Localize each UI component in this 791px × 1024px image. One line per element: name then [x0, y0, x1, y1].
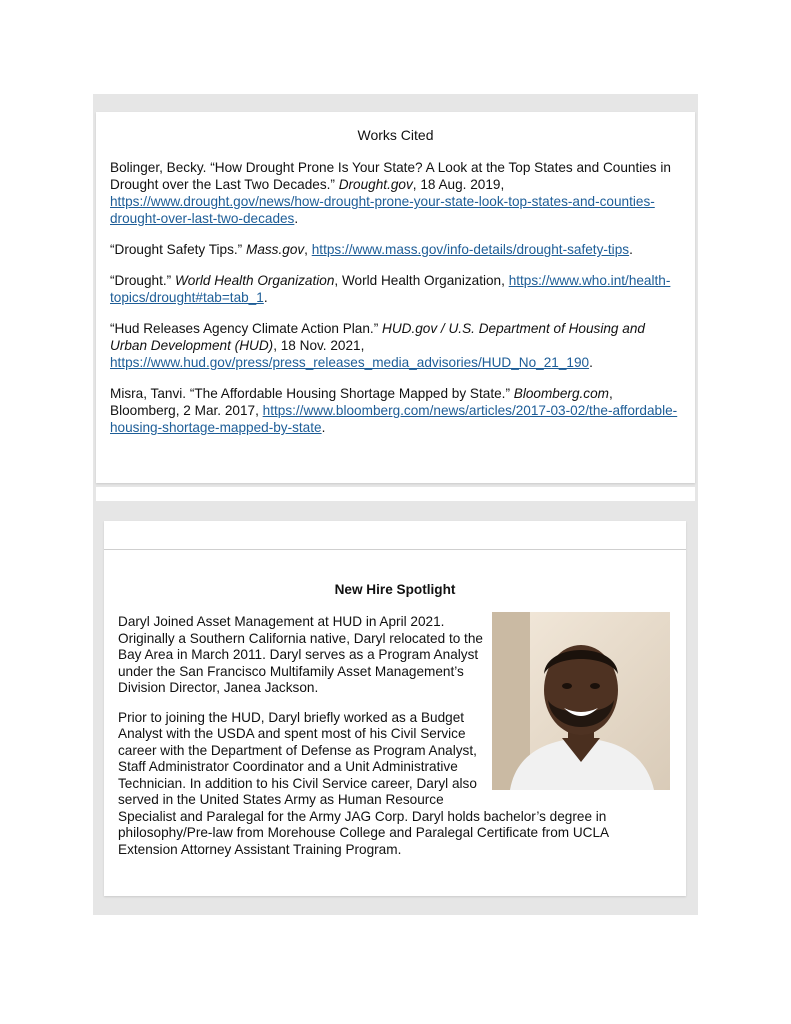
- citation-source: Bloomberg.com: [513, 386, 609, 401]
- citation-source: Mass.gov: [246, 242, 305, 257]
- citation-link[interactable]: https://www.who.int/health-topics/drought#tab=tab_1: [110, 273, 671, 305]
- citation-text: , 18 Aug. 2019,: [412, 177, 505, 192]
- citation-list: [110, 159, 680, 450]
- bio-paragraph: Daryl Joined Asset Management at HUD in April 2021. Originally a Southern California native, Daryl relocated to the Bay Area in March 2011. Daryl serves as a Program Analyst under the San Francisco Multifamily Asset Management’s Division Director, Janea Jackson.: [118, 614, 483, 695]
- citation-text: , Bloomberg, 2 Mar. 2017,: [110, 386, 613, 418]
- citation-text: “Drought Safety Tips.”: [110, 242, 246, 257]
- portrait-photo: [492, 612, 670, 790]
- spotlight-title: New Hire Spotlight: [334, 582, 456, 597]
- citation-link[interactable]: https://www.bloomberg.com/news/articles/2017-03-02/the-affordable-housing-shortage-mapped-by-state: [110, 403, 678, 435]
- bio-paragraph: Prior to joining the HUD, Daryl briefly worked as a Budget Analyst with the USDA and spent most of his Civil Service career with the Department of Defense as Program Analyst, Staff Administrator Coordinator and a Unit Administrative Technician. In addition to his Civil Service career, Daryl also served in the United States Army as Human Resource Specialist and Paralegal for the Army JAG Corp. Daryl holds bachelor’s degree in philosophy/Pre-law from Morehouse College and Paralegal Certificate from UCLA Extension Attorney Assistant Training Program.: [118, 709, 609, 857]
- citation-end: .: [629, 242, 633, 257]
- separator-band: [96, 487, 695, 501]
- citation-source: Drought.gov: [338, 177, 413, 192]
- citation-entry: [110, 320, 680, 371]
- citation-entry: [110, 272, 680, 306]
- citation-entry: [110, 159, 680, 227]
- works-cited-title: Works Cited: [357, 127, 434, 143]
- card-top-rule: [104, 549, 686, 550]
- citation-end: .: [321, 420, 326, 435]
- citation-source: HUD.gov / U.S. Department of Housing and Urban Development (HUD): [110, 321, 645, 353]
- citation-text: , World Health Organization,: [334, 273, 509, 288]
- citation-text: “Hud Releases Agency Climate Action Plan.”: [110, 321, 383, 336]
- citation-text: Bolinger, Becky. “How Drought Prone Is Your State? A Look at the Top States and Counties in Drought over the Last Two Decades.”: [110, 160, 671, 192]
- spotlight-bio: [118, 614, 670, 871]
- citation-link[interactable]: https://www.drought.gov/news/how-drought-prone-your-state-look-top-states-and-counties-drought-over-last-two-decades: [110, 194, 655, 226]
- citation-entry: [110, 385, 680, 436]
- citation-source: World Health Organization: [174, 273, 335, 288]
- citation-text: “Drought.”: [110, 273, 175, 288]
- citation-link[interactable]: https://www.hud.gov/press/press_releases_media_advisories/HUD_No_21_190: [110, 355, 590, 370]
- citation-entry: [110, 241, 680, 258]
- citation-text: , 18 Nov. 2021,: [273, 338, 365, 353]
- citation-end: .: [294, 211, 299, 226]
- citation-text: Misra, Tanvi. “The Affordable Housing Shortage Mapped by State.”: [110, 386, 514, 401]
- citation-link[interactable]: https://www.mass.gov/info-details/drought-safety-tips: [311, 242, 630, 257]
- citation-text: ,: [304, 242, 312, 257]
- citation-end: .: [589, 355, 593, 370]
- citation-end: .: [263, 290, 268, 305]
